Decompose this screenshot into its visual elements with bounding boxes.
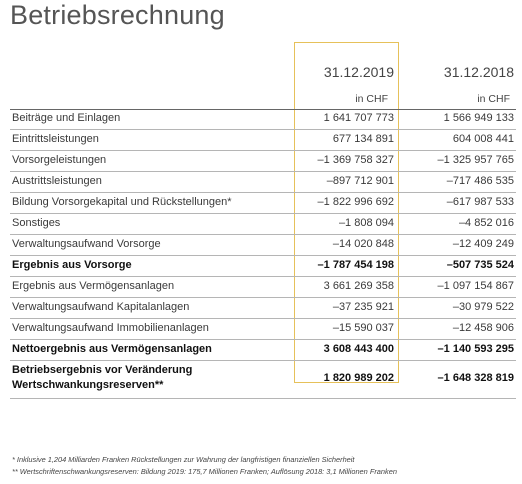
table-row	[10, 277, 516, 298]
row-label: Bildung Vorsorgekapital und Rückstellungen*	[12, 196, 232, 208]
value-2018: –30 979 522	[452, 301, 514, 313]
value-2019: –15 590 037	[332, 322, 394, 334]
row-label: Sonstiges	[12, 217, 61, 229]
value-2019: –1 808 094	[338, 217, 394, 229]
value-2018: 1 566 949 133	[443, 112, 514, 124]
value-2018: –617 987 533	[446, 196, 514, 208]
value-2018: –12 458 906	[452, 322, 514, 334]
value-2018: –717 486 535	[446, 175, 514, 187]
value-2018: –1 097 154 867	[437, 280, 514, 292]
value-2019: –897 712 901	[326, 175, 394, 187]
page-title: Betriebsrechnung	[10, 0, 225, 30]
table-row	[10, 256, 516, 277]
row-label: Verwaltungsaufwand Immobilienanlagen	[12, 322, 209, 334]
table-row	[10, 193, 516, 214]
value-2019: –14 020 848	[332, 238, 394, 250]
value-2019: 1 820 989 202	[323, 372, 394, 384]
table-row	[10, 109, 516, 130]
table-row	[10, 214, 516, 235]
value-2018: –12 409 249	[452, 238, 514, 250]
column-header-2019: 31.12.2019	[323, 64, 394, 80]
value-2019: –1 787 454 198	[317, 259, 394, 271]
value-2019: –1 369 758 327	[317, 154, 394, 166]
table-row	[10, 172, 516, 193]
footnote-2: ** Wertschriftenschwankungsreserven: Bildung 2019: 175,7 Millionen Franken; Auflösung 2018: 3,1 Millionen Franken	[12, 467, 397, 476]
row-label: Ergebnis aus Vorsorge	[12, 259, 132, 271]
value-2019: 3 661 269 358	[323, 280, 394, 292]
value-2019: –1 822 996 692	[317, 196, 394, 208]
footnote-1: * Inklusive 1,204 Milliarden Franken Rückstellungen zur Wahrung der langfristigen finanziellen Sicherheit	[12, 455, 355, 464]
value-2018: –1 140 593 295	[437, 343, 514, 355]
unit-label-2018: in CHF	[477, 93, 510, 105]
row-label: Beiträge und Einlagen	[12, 112, 121, 124]
value-2018: –1 325 957 765	[437, 154, 514, 166]
value-2019: 1 641 707 773	[323, 112, 394, 124]
row-label: Eintrittsleistungen	[12, 133, 99, 145]
row-label: Nettoergebnis aus Vermögensanlagen	[12, 343, 212, 355]
table-row	[10, 235, 516, 256]
value-2018: –1 648 328 819	[437, 372, 514, 384]
value-2018: –4 852 016	[458, 217, 514, 229]
table-row	[10, 319, 516, 340]
value-2019: 677 134 891	[332, 133, 394, 145]
row-label: Verwaltungsaufwand Kapitalanlagen	[12, 301, 190, 313]
column-header-2018: 31.12.2018	[443, 64, 514, 80]
table-row	[10, 151, 516, 172]
row-label: Betriebsergebnis vor Veränderung Wertschwankungsreserven**	[12, 364, 193, 391]
table-row	[10, 340, 516, 361]
value-2018: 604 008 441	[452, 133, 514, 145]
row-label: Ergebnis aus Vermögensanlagen	[12, 280, 175, 292]
row-label: Austrittsleistungen	[12, 175, 102, 187]
unit-label-2019: in CHF	[355, 93, 388, 105]
value-2019: 3 608 443 400	[323, 343, 394, 355]
value-2019: –37 235 921	[332, 301, 394, 313]
table-row-operating-result	[10, 361, 516, 399]
table-row	[10, 130, 516, 151]
row-label: Verwaltungsaufwand Vorsorge	[12, 238, 161, 250]
row-label: Vorsorgeleistungen	[12, 154, 107, 166]
value-2018: –507 735 524	[446, 259, 514, 271]
table-row	[10, 298, 516, 319]
